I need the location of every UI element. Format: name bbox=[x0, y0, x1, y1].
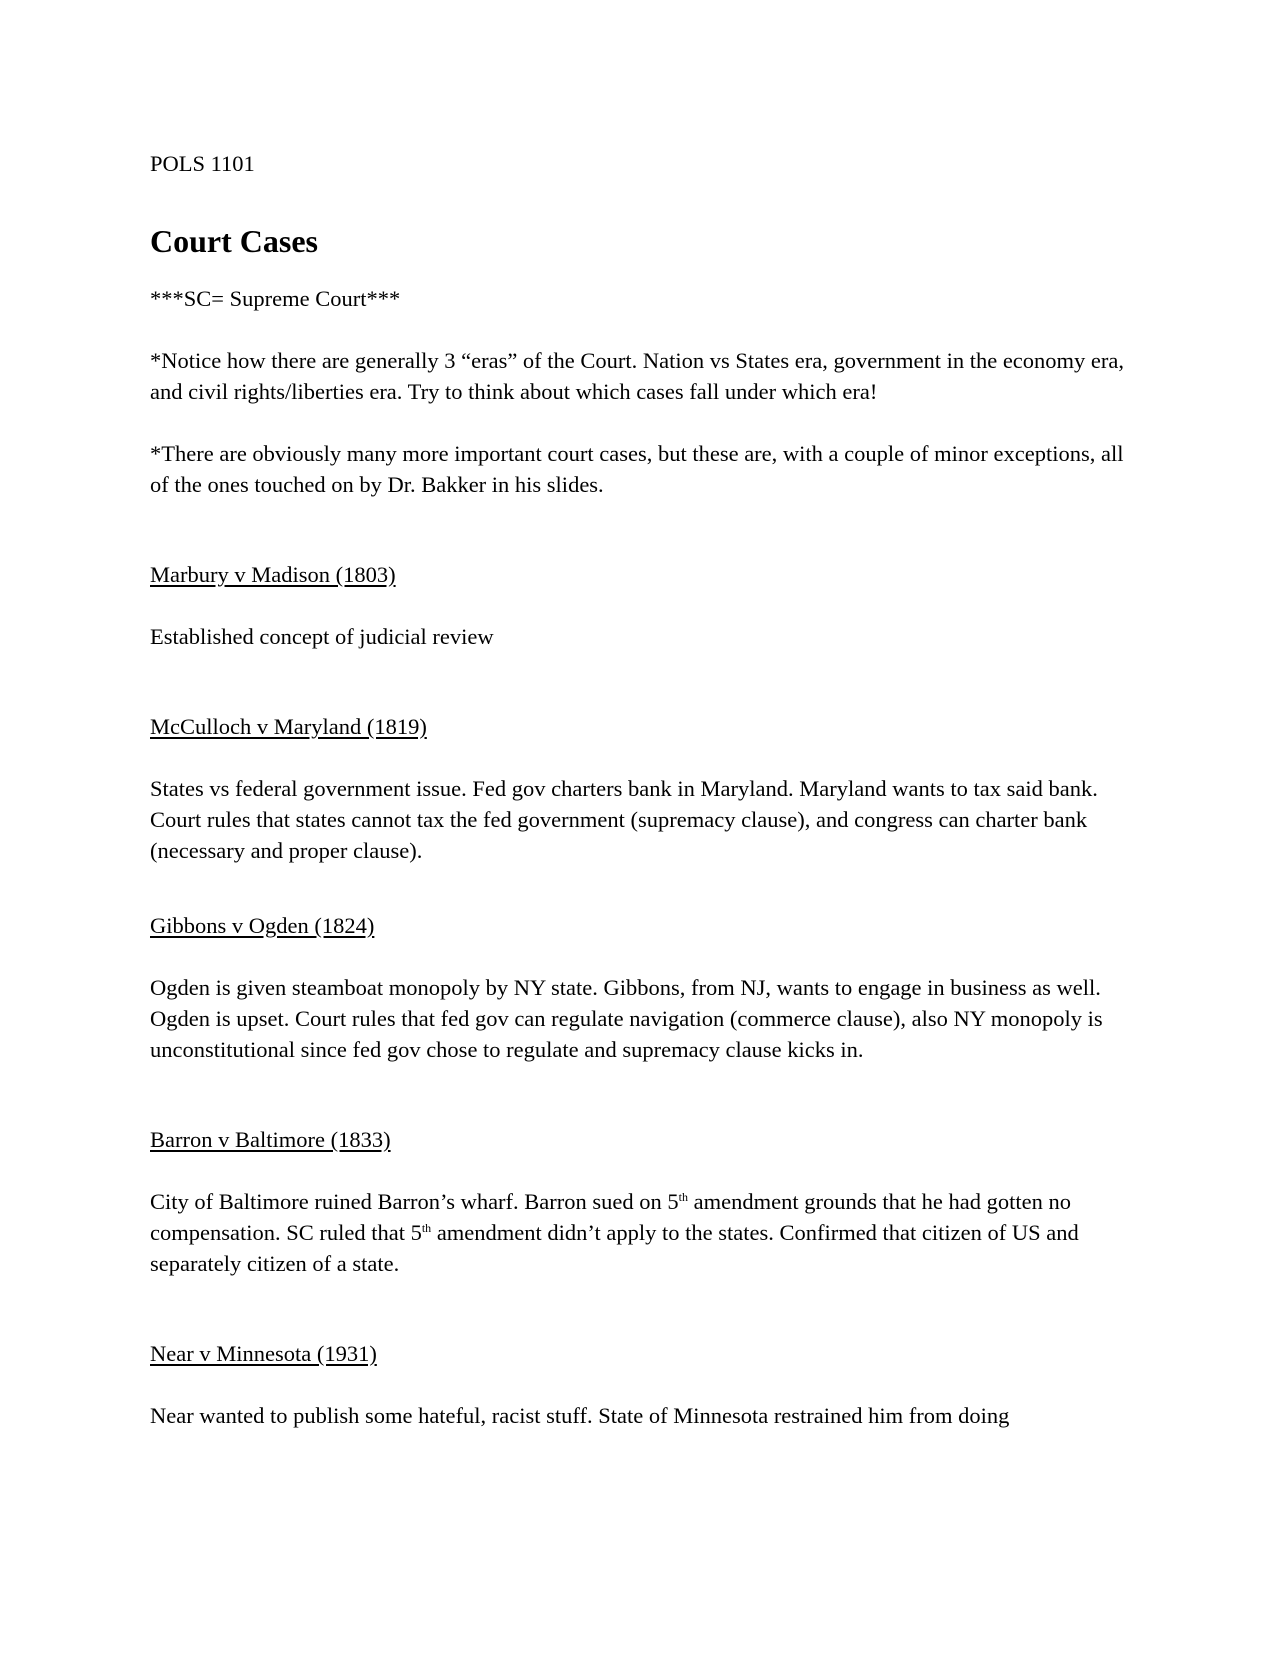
case-gibbons bbox=[150, 910, 1140, 1065]
document-page bbox=[150, 148, 1140, 1431]
case-title: Gibbons v Ogden (1824) bbox=[150, 913, 375, 938]
case-title: McCulloch v Maryland (1819) bbox=[150, 714, 427, 739]
case-title: Barron v Baltimore (1833) bbox=[150, 1127, 391, 1152]
case-summary-text: amendment didn’t apply to the states. Confirmed that citizen of US and separately citizen of a state. bbox=[150, 1220, 1079, 1276]
case-near bbox=[150, 1338, 1140, 1431]
course-code: POLS 1101 bbox=[150, 151, 255, 176]
case-title: Near v Minnesota (1931) bbox=[150, 1341, 377, 1366]
note-abbreviation: ***SC= Supreme Court*** bbox=[150, 286, 401, 311]
case-mcculloch bbox=[150, 711, 1140, 866]
case-barron bbox=[150, 1124, 1140, 1279]
case-marbury bbox=[150, 559, 1140, 652]
ordinal-suffix: th bbox=[421, 1221, 432, 1235]
note-eras: *Notice how there are generally 3 “eras” of the Court. Nation vs States era, government in the economy era, and civil rights/liberties era. Try to think about which cases fall under which era! bbox=[150, 348, 1125, 404]
page-title: Court Cases bbox=[150, 223, 318, 259]
case-summary bbox=[150, 1186, 1140, 1279]
case-title: Marbury v Madison (1803) bbox=[150, 562, 396, 587]
case-summary-text: amendment grounds that he had gotten no compensation. SC ruled that 5 bbox=[150, 1189, 1072, 1245]
case-summary: Near wanted to publish some hateful, racist stuff. State of Minnesota restrained him from doing bbox=[150, 1403, 1010, 1428]
case-summary: Ogden is given steamboat monopoly by NY state. Gibbons, from NJ, wants to engage in business as well. Ogden is upset. Court rules that fed gov can regulate navigation (commerce clause), also NY monopoly is unconstitutional since fed gov chose to regulate and supremacy clause kicks in. bbox=[150, 975, 1103, 1062]
note-more-cases: *There are obviously many more important court cases, but these are, with a couple of minor exceptions, all of the ones touched on by Dr. Bakker in his slides. bbox=[150, 441, 1124, 497]
case-summary: Established concept of judicial review bbox=[150, 624, 494, 649]
ordinal-suffix: th bbox=[678, 1190, 688, 1204]
case-summary: States vs federal government issue. Fed gov charters bank in Maryland. Maryland wants to tax said bank. Court rules that states cannot tax the fed government (supremacy clause), and congress can charter bank (necessary and proper clause). bbox=[150, 776, 1098, 863]
case-summary-text: City of Baltimore ruined Barron’s wharf. Barron sued on 5 bbox=[150, 1189, 679, 1214]
